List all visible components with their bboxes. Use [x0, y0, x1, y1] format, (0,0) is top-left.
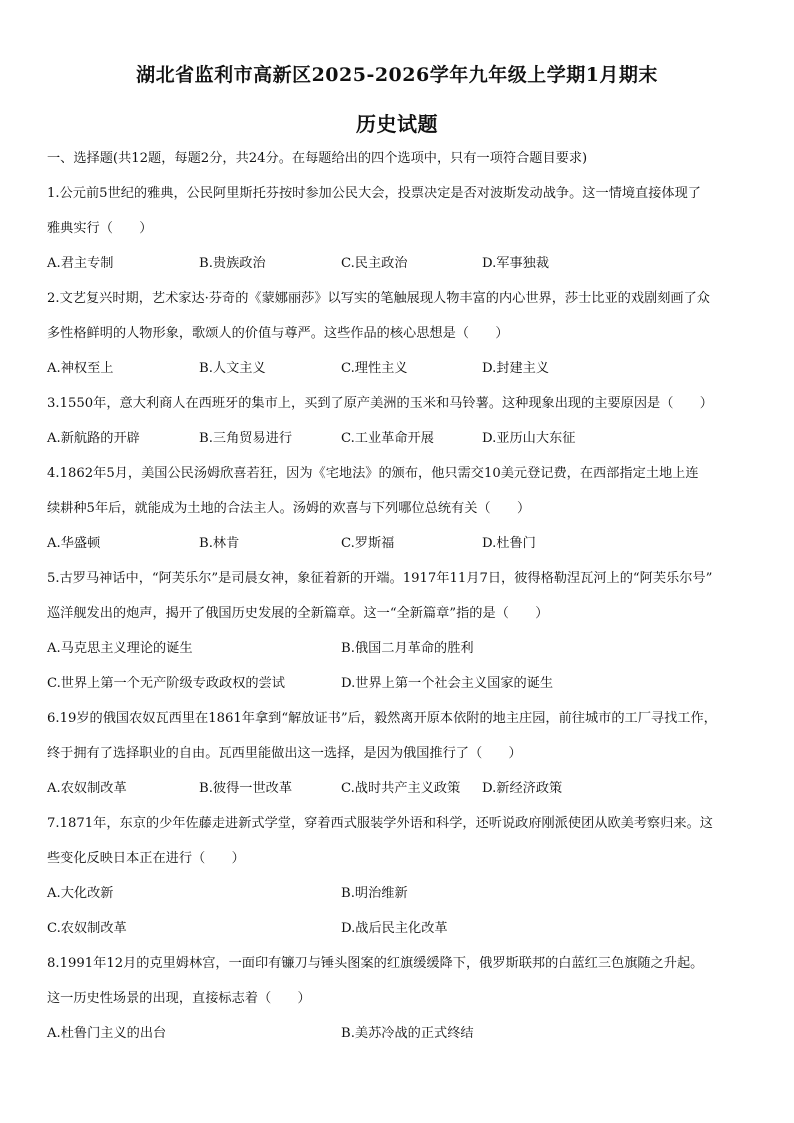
question-2-line-2: 多性格鲜明的人物形象，歌颂人的价值与尊严。这些作品的核心思想是（ ）	[47, 326, 509, 341]
question-2-option-c: C.理性主义	[341, 361, 408, 376]
question-2-option-b: B.人文主义	[199, 361, 266, 376]
question-3-option-b: B.三角贸易进行	[199, 431, 293, 446]
question-6-options	[47, 780, 757, 798]
question-8-option-a: A.杜鲁门主义的出台	[47, 1026, 167, 1041]
question-1-line-2: 雅典实行（ ）	[47, 221, 153, 236]
question-5-option-a: A.马克思主义理论的诞生	[47, 641, 193, 656]
question-5-line-1: 5.古罗马神话中，“阿芙乐尔”是司晨女神，象征着新的开端。1917年11月7日，彼得格勒涅瓦河上的“阿芙乐尔号”	[47, 571, 713, 586]
question-4-options	[47, 535, 757, 553]
question-8-option-b: B.美苏冷战的正式终结	[341, 1026, 474, 1041]
question-2-option-a: A.神权至上	[47, 361, 114, 376]
question-3-option-a: A.新航路的开辟	[47, 431, 140, 446]
question-4-option-b: B.林肯	[199, 536, 240, 551]
question-7-options-row-1	[47, 885, 757, 903]
exam-subtitle: 历史试题	[356, 112, 438, 136]
question-6-option-a: A.农奴制改革	[47, 781, 127, 796]
question-5-line-2: 巡洋舰发出的炮声，揭开了俄国历史发展的全新篇章。这一“全新篇章”指的是（ ）	[47, 606, 549, 621]
question-7-option-b: B.明治维新	[341, 886, 408, 901]
question-5-option-c: C.世界上第一个无产阶级专政政权的尝试	[47, 676, 285, 691]
question-8-options	[47, 1025, 757, 1043]
question-6-option-b: B.彼得一世改革	[199, 781, 293, 796]
question-5-option-d: D.世界上第一个社会主义国家的诞生	[341, 676, 554, 691]
question-1-option-c: C.民主政治	[341, 256, 408, 271]
question-7-option-a: A.大化改新	[47, 886, 114, 901]
question-5-option-b: B.俄国二月革命的胜利	[341, 641, 474, 656]
question-6-line-1: 6.19岁的俄国农奴瓦西里在1861年拿到“解放证书”后，毅然离开原本依附的地主庄园，前往城市的工厂寻找工作，	[47, 711, 717, 726]
section-instruction: 一、选择题(共12题，每题2分，共24分。在每题给出的四个选项中，只有一项符合题目要求)	[47, 151, 588, 166]
question-7-line-2: 些变化反映日本正在进行（ ）	[47, 851, 245, 866]
question-4-option-c: C.罗斯福	[341, 536, 395, 551]
question-7-options-row-2	[47, 920, 757, 938]
question-3-options	[47, 430, 757, 448]
question-1-option-a: A.君主专制	[47, 256, 114, 271]
question-7-line-1: 7.1871年，东京的少年佐藤走进新式学堂，穿着西式服装学外语和科学，还听说政府刚派使团从欧美考察归来。这	[47, 816, 713, 831]
question-4-option-d: D.杜鲁门	[482, 536, 536, 551]
question-6-option-c: C.战时共产主义政策	[341, 781, 461, 796]
question-8-line-1: 8.1991年12月的克里姆林宫，一面印有镰刀与锤头图案的红旗缓缓降下，俄罗斯联邦的白蓝红三色旗随之升起。	[47, 956, 704, 971]
question-6-line-2: 终于拥有了选择职业的自由。瓦西里能做出这一选择，是因为俄国推行了（ ）	[47, 746, 522, 761]
exam-title: 湖北省监利市高新区2025-2026学年九年级上学期1月期末	[136, 64, 658, 86]
question-5-options-row-2	[47, 675, 757, 693]
question-2-line-1: 2.文艺复兴时期，艺术家达·芬奇的《蒙娜丽莎》以写实的笔触展现人物丰富的内心世界，莎士比亚的戏剧刻画了众	[47, 291, 710, 306]
question-5-options-row-1	[47, 640, 757, 658]
question-8-line-2: 这一历史性场景的出现，直接标志着（ ）	[47, 991, 311, 1006]
question-4-line-2: 续耕种5年后，就能成为土地的合法主人。汤姆的欢喜与下列哪位总统有关（ ）	[47, 501, 531, 516]
question-6-option-d: D.新经济政策	[482, 781, 563, 796]
question-1-line-1: 1.公元前5世纪的雅典，公民阿里斯托芬按时参加公民大会，投票决定是否对波斯发动战争。这一情境直接体现了	[47, 186, 701, 201]
question-4-option-a: A.华盛顿	[47, 536, 101, 551]
question-1-options	[47, 255, 757, 273]
question-1-option-b: B.贵族政治	[199, 256, 266, 271]
question-7-option-d: D.战后民主化改革	[341, 921, 448, 936]
question-3-option-c: C.工业革命开展	[341, 431, 434, 446]
question-2-option-d: D.封建主义	[482, 361, 550, 376]
question-1-option-d: D.军事独裁	[482, 256, 550, 271]
question-4-line-1: 4.1862年5月，美国公民汤姆欣喜若狂，因为《宅地法》的颁布，他只需交10美元登记费，在西部指定土地上连	[47, 466, 699, 481]
question-3-option-d: D.亚历山大东征	[482, 431, 576, 446]
question-2-options	[47, 360, 757, 378]
question-7-option-c: C.农奴制改革	[47, 921, 127, 936]
question-3-line-1: 3.1550年，意大利商人在西班牙的集市上，买到了原产美洲的玉米和马铃薯。这种现象出现的主要原因是（ ）	[47, 396, 713, 411]
